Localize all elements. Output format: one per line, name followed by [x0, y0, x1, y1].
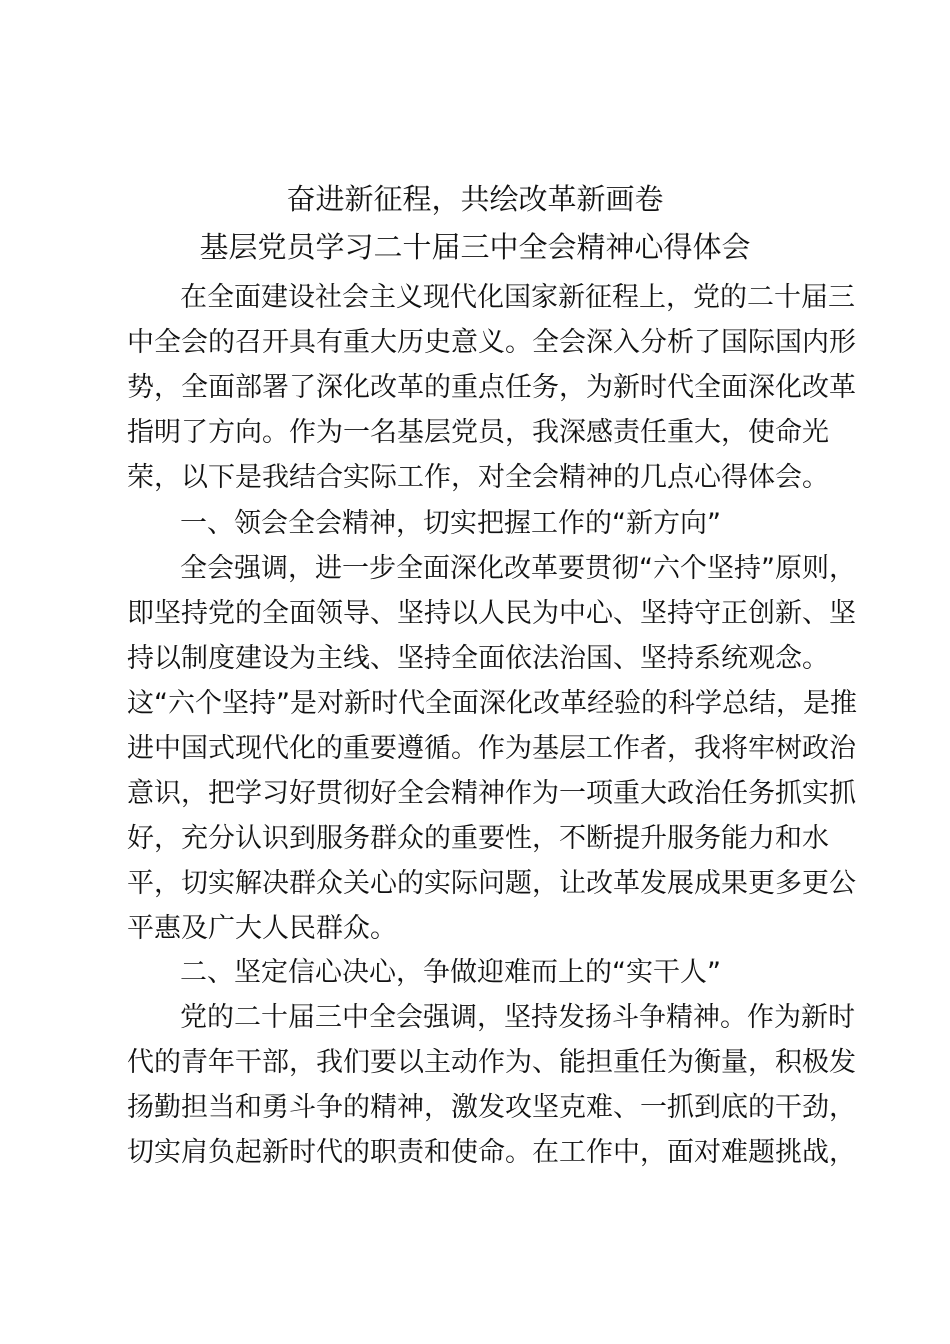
section-2-line: 代的青年干部，我们要以主动作为、能担重任为衡量，积极发: [127, 1047, 856, 1078]
intro-line: 指明了方向。作为一名基层党员，我深感责任重大，使命光: [127, 417, 829, 448]
section-1-line: 这“六个坚持”是对新时代全面深化改革经验的科学总结，是推: [127, 688, 857, 719]
section-1-line: 即坚持党的全面领导、坚持以人民为中心、坚持守正创新、坚: [127, 598, 856, 629]
section-2-line: 扬勤担当和勇斗争的精神，激发攻坚克难、一抓到底的干劲，: [127, 1092, 856, 1123]
intro-line: 荣，以下是我结合实际工作，对全会精神的几点心得体会。: [127, 462, 829, 493]
intro-line: 势，全面部署了深化改革的重点任务，为新时代全面深化改革: [127, 372, 856, 403]
section-2-line: 党的二十届三中全会强调，坚持发扬斗争精神。作为新时: [180, 1002, 855, 1033]
section-1-line: 平，切实解决群众关心的实际问题，让改革发展成果更多更公: [127, 868, 856, 899]
section-1-line: 好，充分认识到服务群众的重要性，不断提升服务能力和水: [127, 823, 829, 854]
intro-line: 在全面建设社会主义现代化国家新征程上，党的二十届三: [180, 282, 855, 313]
section-1-line: 持以制度建设为主线、坚持全面依法治国、坚持系统观念。: [127, 643, 829, 674]
section-1-line: 进中国式现代化的重要遵循。作为基层工作者，我将牢树政治: [127, 733, 856, 764]
section-2-heading: 二、坚定信心决心，争做迎难而上的“实干人”: [180, 957, 721, 988]
section-1-line: 全会强调，进一步全面深化改革要贯彻“六个坚持”原则，: [180, 553, 856, 584]
document-subtitle: 基层党员学习二十届三中全会精神心得体会: [199, 230, 751, 264]
section-1-line: 平惠及广大人民群众。: [127, 913, 397, 944]
intro-line: 中全会的召开具有重大历史意义。全会深入分析了国际国内形: [127, 327, 856, 358]
section-2-line: 切实肩负起新时代的职责和使命。在工作中，面对难题挑战，: [127, 1137, 856, 1168]
section-1-heading: 一、领会全会精神，切实把握工作的“新方向”: [180, 508, 721, 539]
section-1-line: 意识，把学习好贯彻好全会精神作为一项重大政治任务抓实抓: [127, 778, 856, 809]
document-title: 奋进新征程，共绘改革新画卷: [286, 182, 664, 216]
